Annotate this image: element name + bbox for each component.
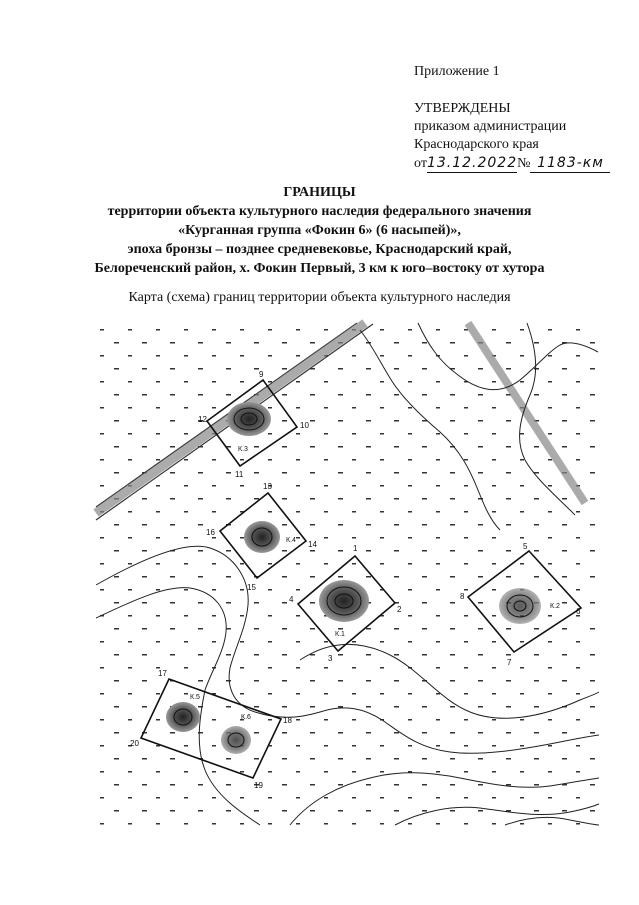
mound-label-k2: К.2: [550, 603, 560, 610]
handwritten-date: 13.12.2022: [426, 155, 518, 171]
mound-k4: [244, 521, 280, 553]
handwritten-number: 1183-км: [530, 154, 610, 173]
mound-label-k4: К.4: [286, 537, 296, 544]
point-6: 6: [576, 607, 581, 616]
mound-label-k5: К.5: [190, 694, 200, 701]
date-prefix: от: [414, 156, 427, 171]
mound-k3: [227, 402, 271, 436]
mound-k6: [221, 726, 251, 754]
point-20: 20: [130, 739, 139, 748]
point-5: 5: [523, 542, 528, 551]
title-line-2: «Курганная группа «Фокин 6» (6 насыпей)»,: [178, 223, 461, 238]
point-10: 10: [300, 421, 309, 430]
point-3: 3: [328, 654, 333, 663]
title-heading: ГРАНИЦЫ: [283, 185, 356, 200]
order-line-2: Краснодарского края: [414, 137, 539, 152]
point-17: 17: [158, 669, 167, 678]
point-19: 19: [254, 781, 263, 790]
title-line-4: Белореченский район, х. Фокин Первый, 3 км к юго–востоку от хутора: [94, 261, 545, 276]
mound-label-k1: К.1: [335, 631, 345, 638]
approved-heading: УТВЕРЖДЕНЫ: [414, 101, 511, 116]
point-7: 7: [507, 658, 512, 667]
title-line-3: эпоха бронзы – позднее средневековье, Краснодарский край,: [127, 242, 512, 257]
number-label: №: [517, 156, 531, 171]
point-13: 13: [263, 482, 272, 491]
appendix-label: Приложение 1: [414, 64, 500, 79]
mound-label-k6: К.6: [241, 714, 251, 721]
point-15: 15: [247, 583, 256, 592]
mound-k1: [319, 580, 369, 622]
point-4: 4: [289, 595, 294, 604]
elevation-marks: [96, 322, 599, 827]
map-caption: Карта (схема) границ территории объекта культурного наследия: [128, 290, 511, 305]
point-12: 12: [198, 415, 207, 424]
order-line-1: приказом администрации: [414, 119, 567, 134]
point-9: 9: [259, 370, 264, 379]
mound-label-k3: К.3: [238, 446, 248, 453]
point-11: 11: [235, 470, 244, 479]
point-16: 16: [206, 528, 215, 537]
title-line-1: территории объекта культурного наследия федерального значения: [107, 204, 532, 219]
point-1: 1: [353, 544, 358, 553]
point-8: 8: [460, 592, 465, 601]
point-2: 2: [397, 605, 402, 614]
point-18: 18: [283, 716, 292, 725]
mound-k5: [166, 702, 200, 732]
point-14: 14: [308, 540, 317, 549]
mound-k2: [499, 588, 541, 624]
